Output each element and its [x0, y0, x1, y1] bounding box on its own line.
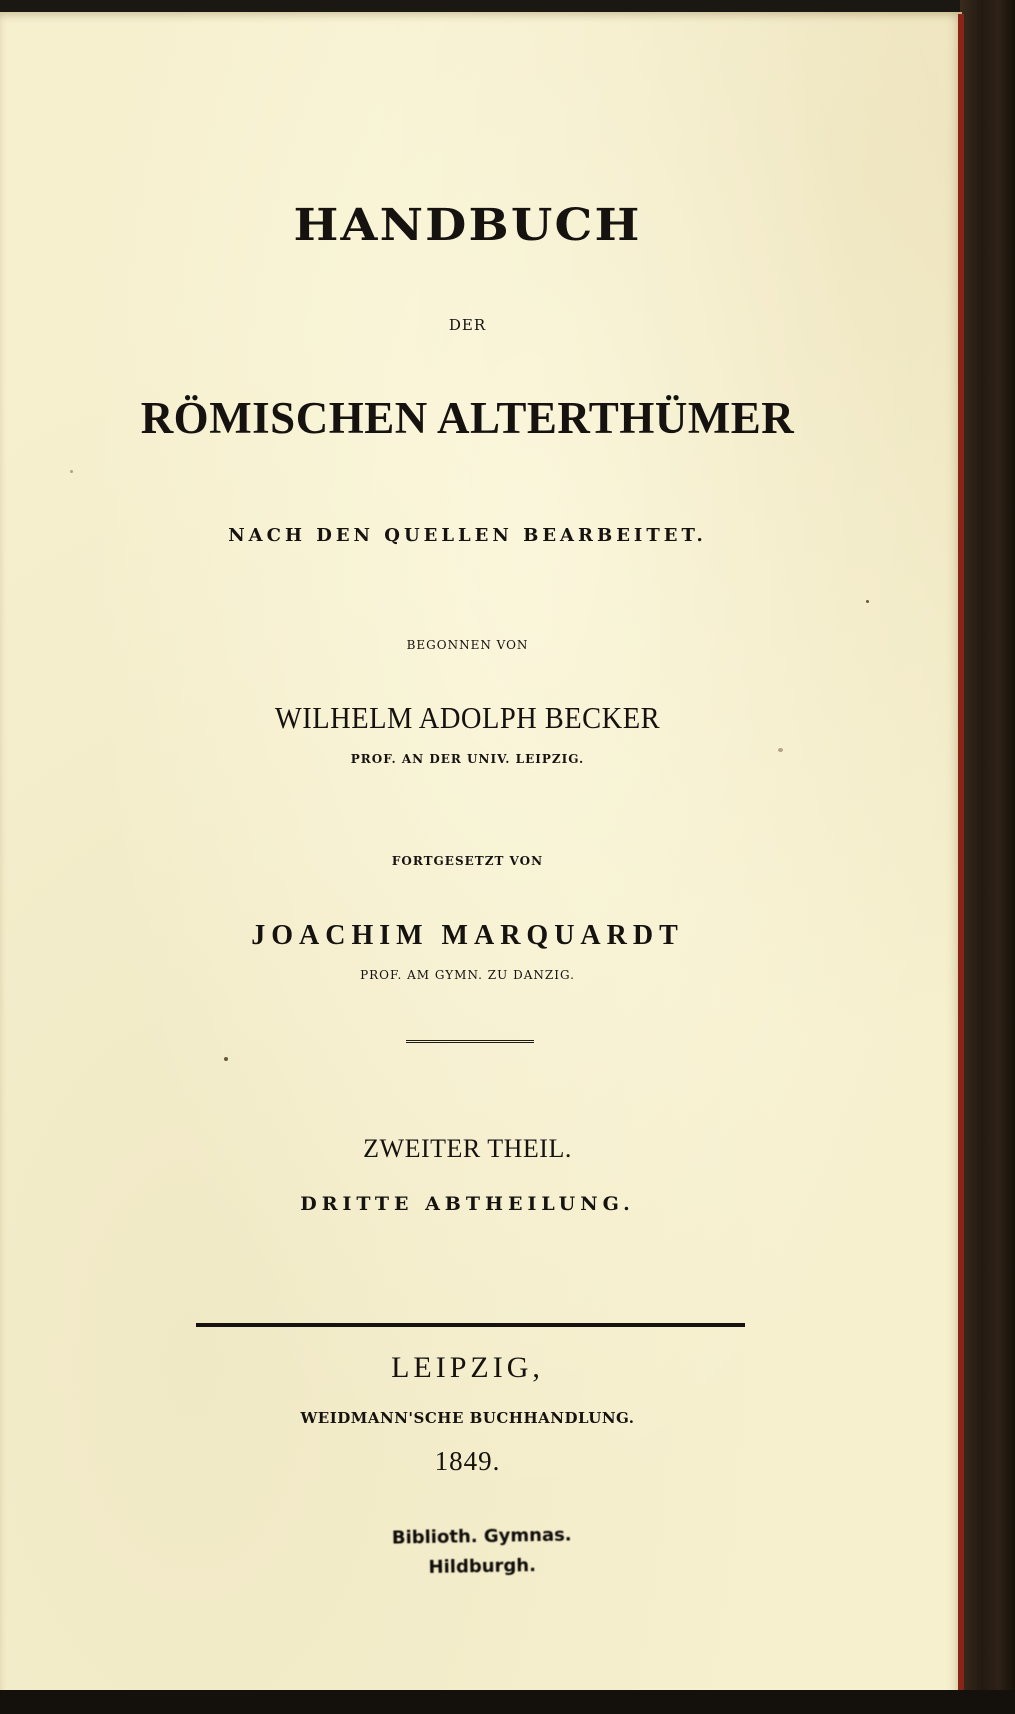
- page-bottom-shadow: [0, 1690, 1015, 1714]
- publication-city: LEIPZIG,: [391, 1351, 544, 1384]
- volume-part: ZWEITER THEIL.: [363, 1134, 572, 1163]
- continued-by-label: FORTGESETZT VON: [391, 854, 544, 868]
- book-cover-edge: [960, 0, 1015, 1714]
- stamp-line-2: Hildburgh.: [428, 1555, 537, 1578]
- author-1-name: WILHELM ADOLPH BECKER: [274, 700, 661, 735]
- stamp-line-1: Biblioth. Gymnas.: [391, 1524, 572, 1549]
- volume-division: DRITTE ABTHEILUNG.: [300, 1193, 635, 1215]
- paper-speck: [70, 470, 73, 473]
- publication-year: 1849.: [434, 1446, 501, 1476]
- publisher-name: WEIDMANN'SCHE BUCHHANDLUNG.: [300, 1409, 635, 1427]
- author-1-role: PROF. AN DER UNIV. LEIPZIG.: [350, 752, 585, 766]
- author-2-name: JOACHIM MARQUARDT: [251, 920, 684, 951]
- thick-divider: [196, 1323, 745, 1327]
- library-stamp: [361, 1520, 602, 1584]
- title-connector: DER: [448, 316, 487, 334]
- page-red-edge: [958, 14, 964, 1704]
- begun-by-label: BEGONNEN VON: [406, 638, 529, 652]
- book-title: HANDBUCH: [293, 200, 642, 251]
- book-subtitle: RÖMISCHEN ALTERTHÜMER: [140, 393, 795, 443]
- paper-speck: [224, 1057, 228, 1061]
- paper-speck: [778, 748, 783, 752]
- author-2-role: PROF. AM GYMN. ZU DANZIG.: [360, 968, 575, 982]
- short-divider: [406, 1040, 534, 1043]
- book-tagline: NACH DEN QUELLEN BEARBEITET.: [228, 525, 707, 546]
- paper-speck: [866, 600, 869, 603]
